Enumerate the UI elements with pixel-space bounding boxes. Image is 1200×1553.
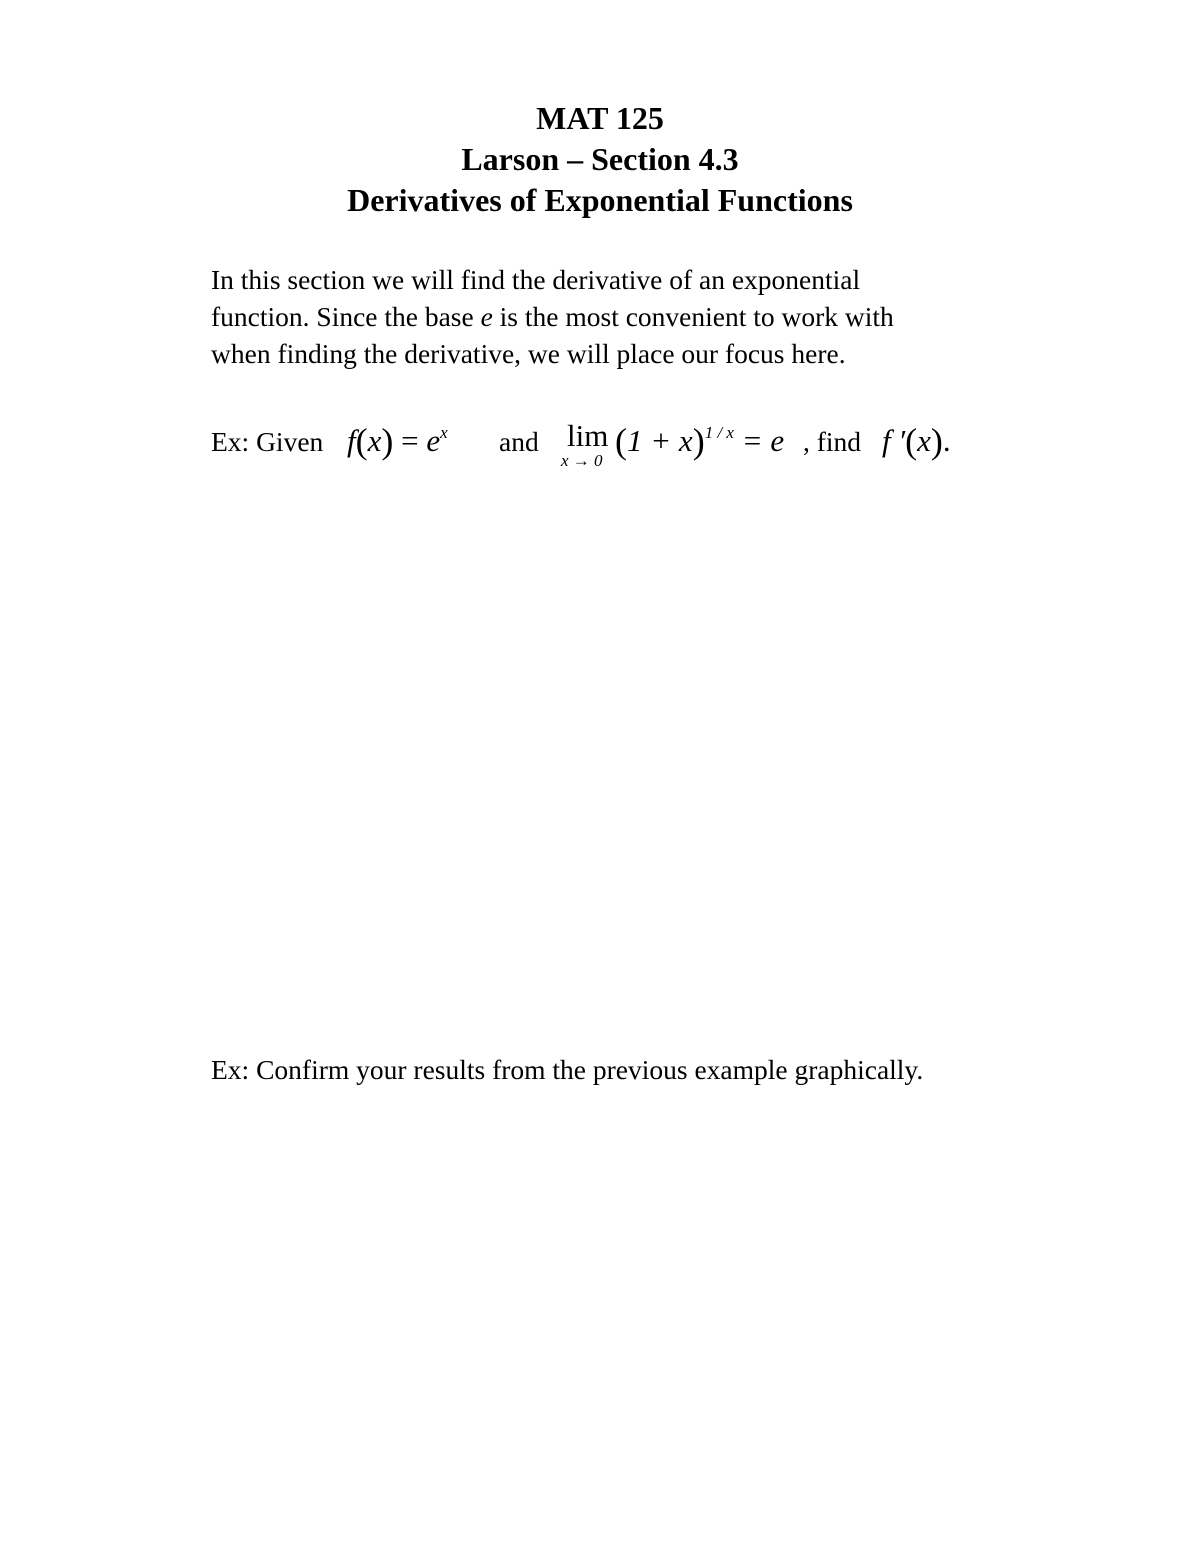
course-title: MAT 125 bbox=[536, 100, 664, 136]
limit-expression bbox=[615, 420, 784, 462]
base-e: e bbox=[426, 423, 441, 458]
example-2: Ex: Confirm your results from the previous example graphically. bbox=[211, 1054, 924, 1085]
limit-close-paren: ) bbox=[692, 421, 705, 461]
function-name: f bbox=[347, 423, 356, 458]
intro-line-1: In this section we will find the derivative of an exponential bbox=[211, 264, 861, 295]
derivative-variable: x bbox=[917, 423, 931, 458]
derivative-open-paren: ( bbox=[905, 421, 918, 461]
intro-line-3: when finding the derivative, we will place our focus here. bbox=[211, 338, 846, 369]
intro-line-2 bbox=[211, 298, 1071, 335]
intro-line-2-start: function. Since the base bbox=[211, 301, 481, 332]
close-paren: ) bbox=[381, 421, 394, 461]
topic-title: Derivatives of Exponential Functions bbox=[347, 182, 853, 218]
function-variable: x bbox=[367, 423, 382, 458]
equals-sign: = bbox=[401, 423, 419, 458]
limit-exponent: 1 / x bbox=[704, 423, 734, 442]
derivative-close-paren: ) bbox=[930, 421, 943, 461]
intro-paragraph bbox=[211, 261, 1071, 372]
exponent-x: x bbox=[440, 423, 448, 442]
example-1-prefix: Ex: Given bbox=[211, 426, 324, 457]
intro-variable-e: e bbox=[480, 301, 493, 332]
limit-subscript: x → 0 bbox=[561, 451, 603, 470]
section-title: Larson – Section 4.3 bbox=[461, 141, 739, 177]
function-definition bbox=[347, 420, 448, 462]
find-word: , find bbox=[803, 426, 862, 457]
derivative-name: f ′ bbox=[882, 423, 906, 458]
final-period: . bbox=[942, 423, 951, 458]
heading-block bbox=[0, 98, 1200, 221]
open-paren: ( bbox=[355, 421, 368, 461]
limit-result: = e bbox=[741, 423, 785, 458]
and-word: and bbox=[499, 426, 539, 457]
limit-open-paren: ( bbox=[615, 421, 627, 461]
example-1 bbox=[211, 416, 1111, 476]
intro-line-2-end: is the most convenient to work with bbox=[492, 301, 894, 332]
limit-base: 1 + x bbox=[627, 423, 693, 458]
limit-word: lim bbox=[567, 418, 609, 453]
derivative-target bbox=[882, 420, 951, 462]
